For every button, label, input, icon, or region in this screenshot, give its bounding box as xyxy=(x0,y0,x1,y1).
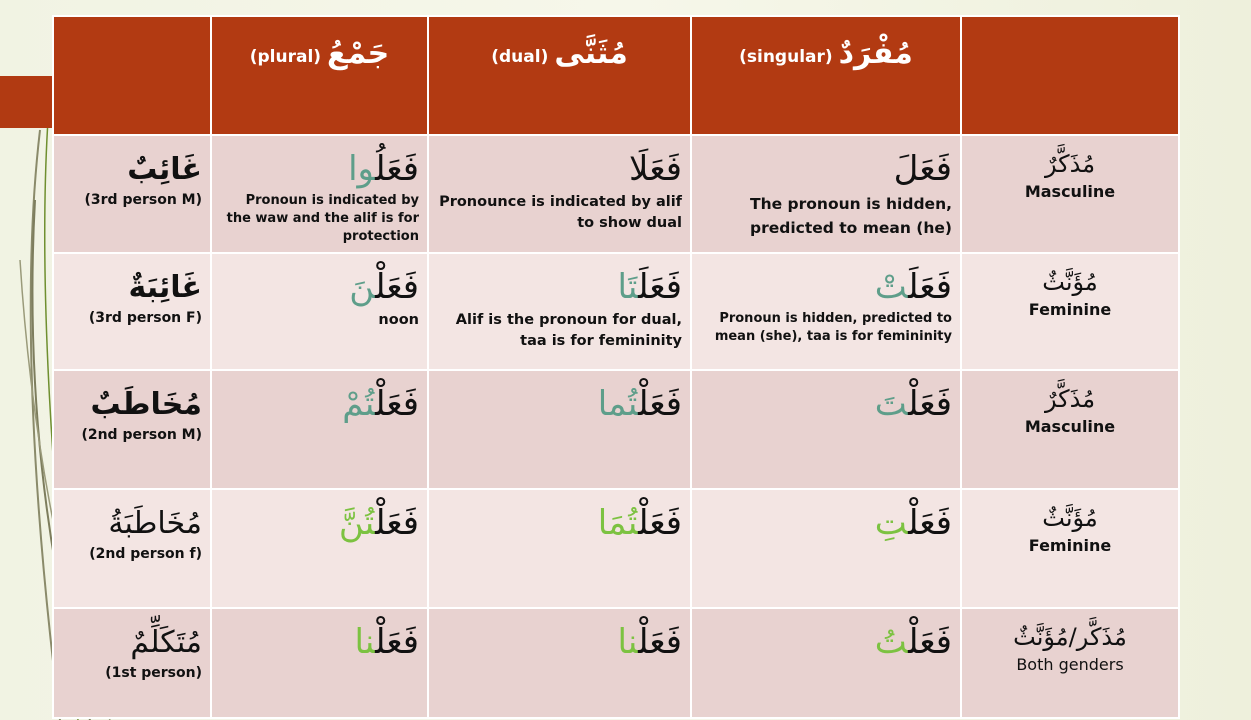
singular-cell xyxy=(691,253,961,370)
verb-form: فَعَلْتُما xyxy=(597,384,682,424)
header-dual-ar: مُثَنَّى xyxy=(554,36,628,71)
verb-form: فَعَلَتَا xyxy=(617,267,682,307)
verb-form: فَعَلْنَ xyxy=(349,267,419,307)
gender-en: Masculine xyxy=(1024,417,1116,436)
gender-ar: مُؤَنَّثٌ xyxy=(1042,268,1098,296)
header-corner xyxy=(53,16,211,135)
conjugation-table xyxy=(52,15,1180,719)
dual-cell xyxy=(428,253,691,370)
verb-note: Alif is the pronoun for dual, taa is for femininity xyxy=(455,312,682,349)
header-singular-ar: مُفْرَدٌ xyxy=(838,36,913,71)
header-gender xyxy=(961,16,1179,135)
slide-accent-tab xyxy=(0,76,54,128)
singular-cell xyxy=(691,489,961,608)
plural-cell xyxy=(211,253,428,370)
person-cell xyxy=(53,253,211,370)
header-plural-en: (plural) xyxy=(249,47,322,67)
singular-cell xyxy=(691,370,961,489)
singular-cell xyxy=(691,135,961,253)
plural-cell xyxy=(211,370,428,489)
gender-cell xyxy=(961,135,1179,253)
header-singular-en: (singular) xyxy=(739,47,833,67)
verb-form: فَعَلْتُ xyxy=(874,622,952,662)
table-row xyxy=(53,489,1179,608)
person-cell xyxy=(53,135,211,253)
gender-cell xyxy=(961,253,1179,370)
person-en: (3rd person F) xyxy=(88,310,202,326)
header-row xyxy=(53,16,1179,135)
dual-cell xyxy=(428,608,691,718)
gender-ar: مُذَكَّر/مُؤَنَّثٌ xyxy=(1013,623,1127,651)
table-row xyxy=(53,370,1179,489)
verb-note: noon xyxy=(378,312,419,328)
verb-form: فَعَلَ xyxy=(893,149,952,189)
verb-note: Pronounce is indicated by alif to show dual xyxy=(439,194,682,231)
plural-cell xyxy=(211,489,428,608)
verb-form: فَعَلْنا xyxy=(354,622,419,662)
verb-note: Pronoun is indicated by the waw and the alif is for protection xyxy=(226,193,419,244)
person-ar: مُتَكَلِّمٌ xyxy=(130,625,202,660)
verb-note: The pronoun is hidden, predicted to mean (he) xyxy=(750,195,952,237)
gender-en: Both genders xyxy=(1016,655,1124,674)
dual-cell xyxy=(428,370,691,489)
plural-cell xyxy=(211,135,428,253)
table-row xyxy=(53,608,1179,718)
gender-cell xyxy=(961,608,1179,718)
gender-ar: مُذَكَّرٌ xyxy=(1044,385,1096,413)
gender-en: Masculine xyxy=(1024,182,1116,201)
gender-en: Feminine xyxy=(1028,536,1112,555)
person-ar: غَائِبٌ xyxy=(127,152,202,187)
singular-cell xyxy=(691,608,961,718)
verb-form: فَعَلْتُمَا xyxy=(597,503,682,543)
person-en: (1st person) xyxy=(105,665,202,681)
verb-form: فَعَلْتَ xyxy=(874,384,952,424)
person-ar: مُخَاطَبَةُ xyxy=(108,506,202,541)
verb-form: فَعَلْتُنَّ xyxy=(338,503,419,543)
person-ar: غَائِبَةٌ xyxy=(128,270,202,305)
gender-cell xyxy=(961,370,1179,489)
dual-cell xyxy=(428,489,691,608)
gender-ar: مُؤَنَّثٌ xyxy=(1042,504,1098,532)
header-singular xyxy=(691,16,961,135)
verb-form: فَعَلَتْ xyxy=(874,267,952,307)
dual-cell xyxy=(428,135,691,253)
header-plural-ar: جَمْعُ xyxy=(327,36,390,71)
verb-form: فَعَلْتِ xyxy=(874,503,952,543)
person-cell xyxy=(53,489,211,608)
header-dual-en: (dual) xyxy=(491,47,549,67)
person-cell xyxy=(53,370,211,489)
gender-cell xyxy=(961,489,1179,608)
gender-ar: مُذَكَّرٌ xyxy=(1044,150,1096,178)
gender-en: Feminine xyxy=(1028,300,1112,319)
table-row xyxy=(53,135,1179,253)
verb-note: Pronoun is hidden, predicted to mean (she), taa is for femininity xyxy=(714,311,952,344)
table-row xyxy=(53,253,1179,370)
header-plural xyxy=(211,16,428,135)
verb-form: فَعَلْتُمْ xyxy=(342,384,419,424)
verb-form: فَعَلَا xyxy=(629,149,682,189)
person-en: (2nd person f) xyxy=(89,546,202,562)
header-dual xyxy=(428,16,691,135)
verb-form: فَعَلُوا xyxy=(348,149,419,189)
person-en: (2nd person M) xyxy=(81,427,202,443)
person-cell xyxy=(53,608,211,718)
verb-form: فَعَلْنا xyxy=(617,622,682,662)
person-ar: مُخَاطَبٌ xyxy=(90,387,202,422)
plural-cell xyxy=(211,608,428,718)
person-en: (3rd person M) xyxy=(84,192,202,208)
